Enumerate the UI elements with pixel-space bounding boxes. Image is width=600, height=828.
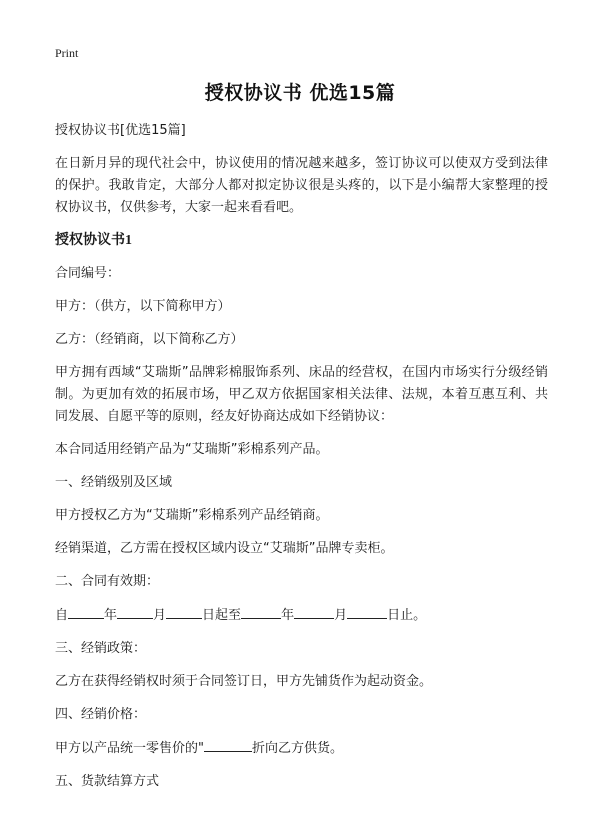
page-title: 授权协议书 优选15篇 — [204, 82, 396, 104]
subtitle: 授权协议书[优选15篇] — [55, 123, 186, 138]
heading-3: 三、经销政策： — [55, 641, 147, 656]
blank-year-end — [241, 604, 281, 619]
paragraph-2: 本合同适用经销产品为“艾瑞斯”彩棉系列产品。 — [55, 442, 329, 457]
paragraph-4: 经销渠道，乙方需在授权区域内设立“艾瑞斯”品牌专卖柜。 — [55, 541, 394, 556]
blank-day-start — [166, 604, 202, 619]
date-year-label: 年 — [104, 608, 118, 623]
paragraph-5: 乙方在获得经销权时须于合同签订日，甲方先铺货作为起动资金。 — [55, 674, 433, 689]
party-b: 乙方：（经销商，以下简称乙方） — [55, 332, 244, 347]
blank-month-start — [117, 604, 153, 619]
price-before: 甲方以产品统一零售价的 — [55, 741, 199, 756]
price-line — [55, 737, 548, 760]
heading-2: 二、合同有效期： — [55, 574, 160, 589]
section-heading: 授权协议书1 — [55, 233, 132, 248]
blank-year-start — [68, 604, 104, 619]
paragraph-3: 甲方授权乙方为“艾瑞斯”彩棉系列产品经销商。 — [55, 508, 329, 523]
date-from-label: 自 — [55, 608, 69, 623]
blank-day-end — [347, 604, 387, 619]
date-day-end-label: 日止。 — [387, 608, 427, 623]
heading-5: 五、货款结算方式 — [55, 774, 160, 789]
print-link[interactable]: Print — [55, 46, 79, 60]
price-after: 折向乙方供货。 — [252, 741, 344, 756]
validity-date-line — [55, 604, 548, 627]
heading-1: 一、经销级别及区域 — [55, 475, 173, 490]
date-day-from-label: 日起至 — [202, 608, 242, 623]
blank-discount — [204, 737, 252, 752]
heading-4: 四、经销价格： — [55, 707, 147, 722]
price-quote: " — [198, 741, 204, 756]
date-month-end-label: 月 — [334, 608, 348, 623]
paragraph-1: 甲方拥有西域“艾瑞斯”品牌彩棉服饰系列、床品的经营权，在国内市场实行分级经销制。为更加有效的拓展市场，甲乙双方依据国家相关法律、法规，本着互惠互利、共同发展、自愿平等的原则，经友好协商达成如下经销协议： — [55, 365, 548, 424]
contract-number: 合同编号： — [55, 266, 121, 281]
blank-month-end — [294, 604, 334, 619]
date-month-label: 月 — [153, 608, 167, 623]
party-a: 甲方：（供方，以下简称甲方） — [55, 299, 231, 314]
intro-paragraph: 在日新月异的现代社会中，协议使用的情况越来越多，签订协议可以使双方受到法律的保护。我敢肯定，大部分人都对拟定协议很是头疼的，以下是小编帮大家整理的授权协议书，仅供参考，大家一起来看看吧。 — [55, 156, 548, 215]
date-year-end-label: 年 — [281, 608, 295, 623]
document-body — [55, 120, 548, 804]
